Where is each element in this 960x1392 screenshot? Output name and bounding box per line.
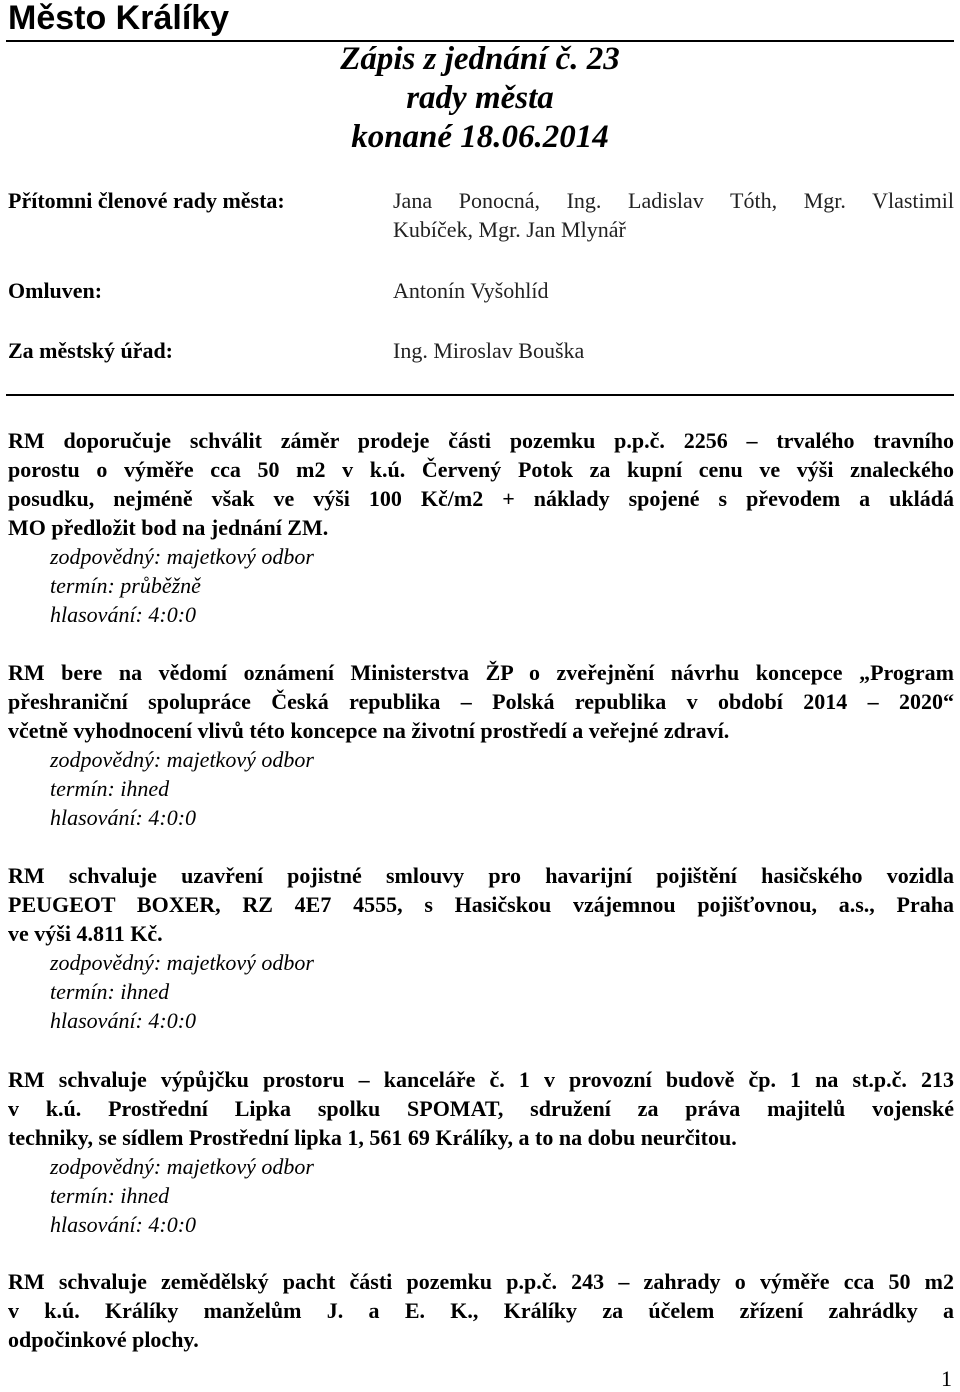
attendance-value-line: Ing. Miroslav Bouška [393, 338, 585, 363]
resolution-item [8, 861, 954, 1035]
responsible-line: zodpovědný: majetkový odbor [50, 950, 314, 975]
resolution-text [8, 1267, 954, 1354]
attendance-value-line: Kubíček, Mgr. Jan Mlynář [393, 217, 626, 242]
resolution-line: RM schvaluje zemědělský pacht části pozemku p.p.č. 243 – zahrady o výměře cca 50 m2 [8, 1269, 954, 1294]
responsible-line: zodpovědný: majetkový odbor [50, 544, 314, 569]
resolution-line: RM doporučuje schválit záměr prodeje části pozemku p.p.č. 2256 – trvalého travního [8, 428, 954, 453]
resolution-line: RM schvaluje uzavření pojistné smlouvy pro havarijní pojištění hasičského vozidla [8, 863, 954, 888]
resolution-item [8, 426, 954, 629]
resolution-text [8, 426, 954, 542]
resolution-meta [8, 542, 954, 629]
deadline-line: termín: ihned [50, 1183, 170, 1208]
resolution-line: včetně vyhodnocení vlivů této koncepce na životní prostředí a veřejné zdraví. [8, 718, 730, 743]
attendance-value [393, 336, 954, 365]
town-title: Město Králíky [8, 0, 230, 37]
resolution-item [8, 1267, 954, 1354]
responsible-line: zodpovědný: majetkový odbor [50, 747, 314, 772]
deadline-line: termín: ihned [50, 776, 170, 801]
resolution-line: v k.ú. Králíky manželům J. a E. K., Králíky za účelem zřízení zahrádky a [8, 1298, 954, 1323]
attendance-value-line: Jana Ponocná, Ing. Ladislav Tóth, Mgr. Vlastimil [393, 188, 954, 213]
deadline-line: termín: ihned [50, 979, 170, 1004]
vote-line: hlasování: 4:0:0 [50, 1008, 197, 1033]
resolution-line: RM schvaluje výpůjčku prostoru – kanceláře č. 1 v provozní budově čp. 1 na st.p.č. 213 [8, 1067, 954, 1092]
resolution-line: techniky, se sídlem Prostřední lipka 1, 561 69 Králíky, a to na dobu neurčitou. [8, 1125, 737, 1150]
resolution-line: MO předložit bod na jednání ZM. [8, 515, 329, 540]
vote-line: hlasování: 4:0:0 [50, 1212, 197, 1237]
attendance-value-line: Antonín Vyšohlíd [393, 278, 549, 303]
vote-line: hlasování: 4:0:0 [50, 805, 197, 830]
resolution-line: odpočinkové plochy. [8, 1327, 199, 1352]
resolution-line: PEUGEOT BOXER, RZ 4E7 4555, s Hasičskou vzájemnou pojišťovnou, a.s., Praha [8, 892, 954, 917]
resolution-line: ve výši 4.811 Kč. [8, 921, 163, 946]
minutes-heading [0, 40, 960, 157]
resolution-line: porostu o výměře cca 50 m2 v k.ú. Červený Potok za kupní cenu ve výši znaleckého [8, 457, 954, 482]
resolution-meta [8, 948, 954, 1035]
resolution-meta [8, 1152, 954, 1239]
resolution-item [8, 658, 954, 832]
resolution-line: v k.ú. Prostřední Lipka spolku SPOMAT, sdružení za práva majitelů vojenské [8, 1096, 954, 1121]
resolution-line: RM bere na vědomí oznámení Ministerstva ŽP o zveřejnění návrhu koncepce „Program [8, 660, 954, 685]
attendance-value [393, 186, 954, 244]
heading-line: konané 18.06.2014 [351, 119, 609, 155]
deadline-line: termín: průběžně [50, 573, 201, 598]
attendance-label: Omluven: [8, 278, 103, 303]
resolution-text [8, 1065, 954, 1152]
resolution-meta [8, 745, 954, 832]
resolution-text [8, 861, 954, 948]
resolution-line: přeshraniční spolupráce Česká republika – Polská republika v období 2014 – 2020“ [8, 689, 954, 714]
resolution-item [8, 1065, 954, 1239]
resolution-text [8, 658, 954, 745]
heading-line: rady města [406, 80, 554, 116]
resolution-line: posudku, nejméně však ve výši 100 Kč/m2 + náklady spojené s převodem a ukládá [8, 486, 954, 511]
attendance-label: Za městský úřad: [8, 338, 174, 363]
responsible-line: zodpovědný: majetkový odbor [50, 1154, 314, 1179]
page-number: 1 [941, 1366, 952, 1391]
heading-line: Zápis z jednání č. 23 [340, 41, 620, 77]
attendance-label: Přítomni členové rady města: [8, 188, 285, 213]
vote-line: hlasování: 4:0:0 [50, 602, 197, 627]
attendance-value [393, 276, 954, 305]
section-divider [6, 394, 954, 396]
